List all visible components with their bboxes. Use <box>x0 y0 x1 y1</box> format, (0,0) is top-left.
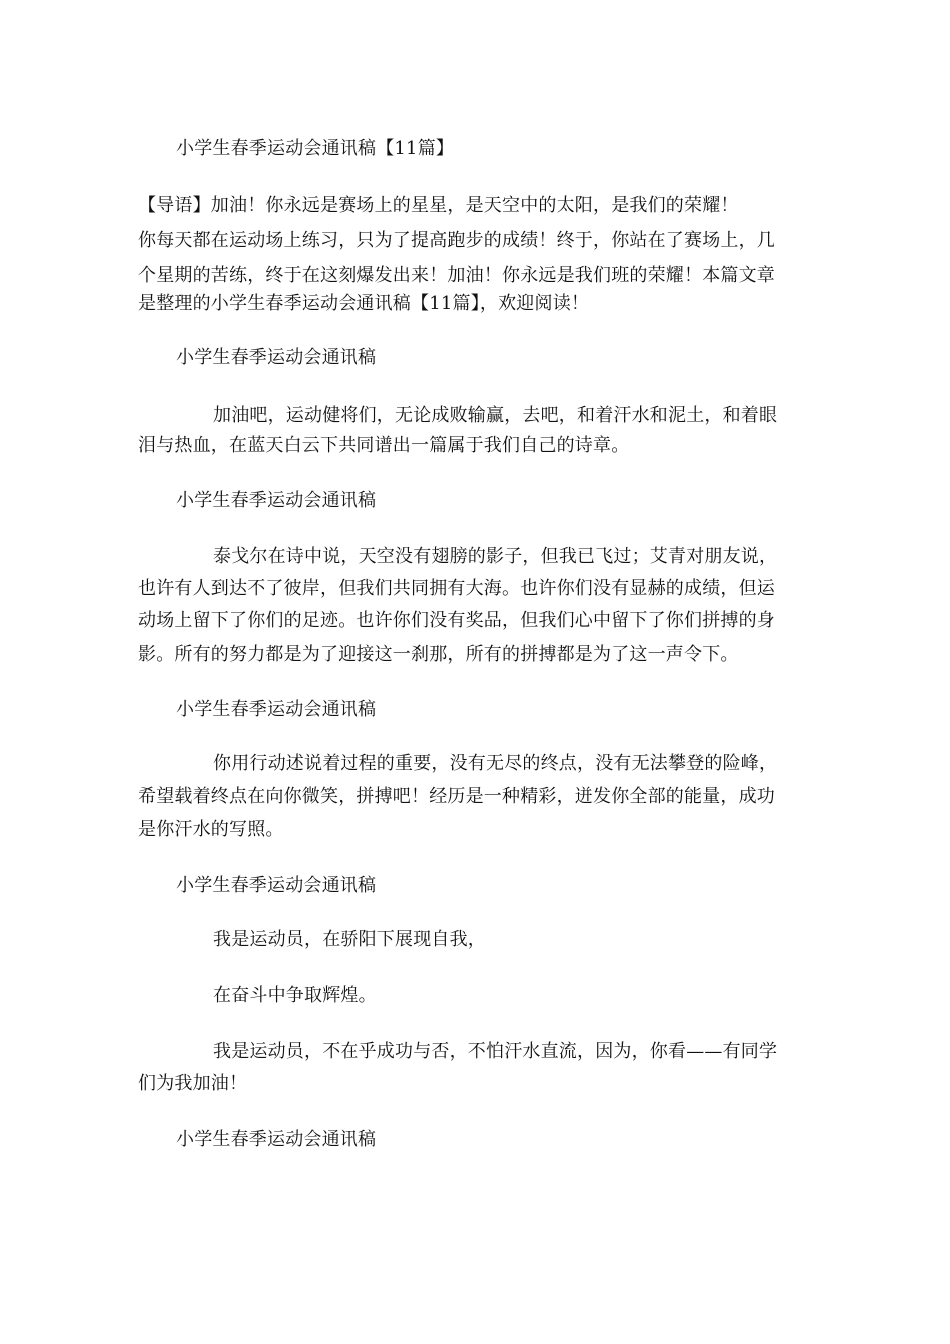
paragraph-line: 我是运动员，在骄阳下展现自我， <box>213 929 486 950</box>
paragraph-line: 影。所有的努力都是为了迎接这一刹那，所有的拼搏都是为了这一声令下。 <box>138 644 739 665</box>
paragraph-line: 我是运动员，不在乎成功与否，不怕汗水直流，因为，你看——有同学 <box>213 1041 778 1062</box>
paragraph-line: 动场上留下了你们的足迹。也许你们没有奖品，但我们心中留下了你们拼搏的身 <box>138 610 775 631</box>
section-heading: 小学生春季运动会通讯稿 <box>176 1129 377 1150</box>
paragraph-line: 泪与热血，在蓝天白云下共同谱出一篇属于我们自己的诗章。 <box>138 435 630 456</box>
intro-line: 你每天都在运动场上练习，只为了提高跑步的成绩！终于，你站在了赛场上，几 <box>138 230 775 251</box>
paragraph-line: 希望载着终点在向你微笑，拼搏吧！经历是一种精彩，迸发你全部的能量，成功 <box>138 786 775 807</box>
section-heading: 小学生春季运动会通讯稿 <box>176 490 377 511</box>
paragraph-line: 是你汗水的写照。 <box>138 819 284 840</box>
paragraph-line: 你用行动述说着过程的重要，没有无尽的终点，没有无法攀登的险峰， <box>213 753 778 774</box>
intro-line: 是整理的小学生春季运动会通讯稿【11篇】，欢迎阅读！ <box>138 293 590 314</box>
section-heading: 小学生春季运动会通讯稿 <box>176 347 377 368</box>
section-heading: 小学生春季运动会通讯稿 <box>176 875 377 896</box>
paragraph-line: 加油吧，运动健将们，无论成败输赢，去吧，和着汗水和泥土，和着眼 <box>213 405 778 426</box>
document-title: 小学生春季运动会通讯稿【11篇】 <box>176 138 455 159</box>
section-heading: 小学生春季运动会通讯稿 <box>176 699 377 720</box>
paragraph-line: 在奋斗中争取辉煌。 <box>213 985 377 1006</box>
intro-line: 个星期的苦练，终于在这刻爆发出来！加油！你永远是我们班的荣耀！本篇文章 <box>138 265 775 286</box>
paragraph-line: 们为我加油！ <box>138 1073 248 1094</box>
paragraph-line: 泰戈尔在诗中说，天空没有翅膀的影子，但我已飞过；艾青对朋友说， <box>213 546 778 567</box>
paragraph-line: 也许有人到达不了彼岸，但我们共同拥有大海。也许你们没有显赫的成绩，但运 <box>138 578 775 599</box>
intro-line: 【导语】加油！你永远是赛场上的星星，是天空中的太阳，是我们的荣耀！ <box>138 195 739 216</box>
